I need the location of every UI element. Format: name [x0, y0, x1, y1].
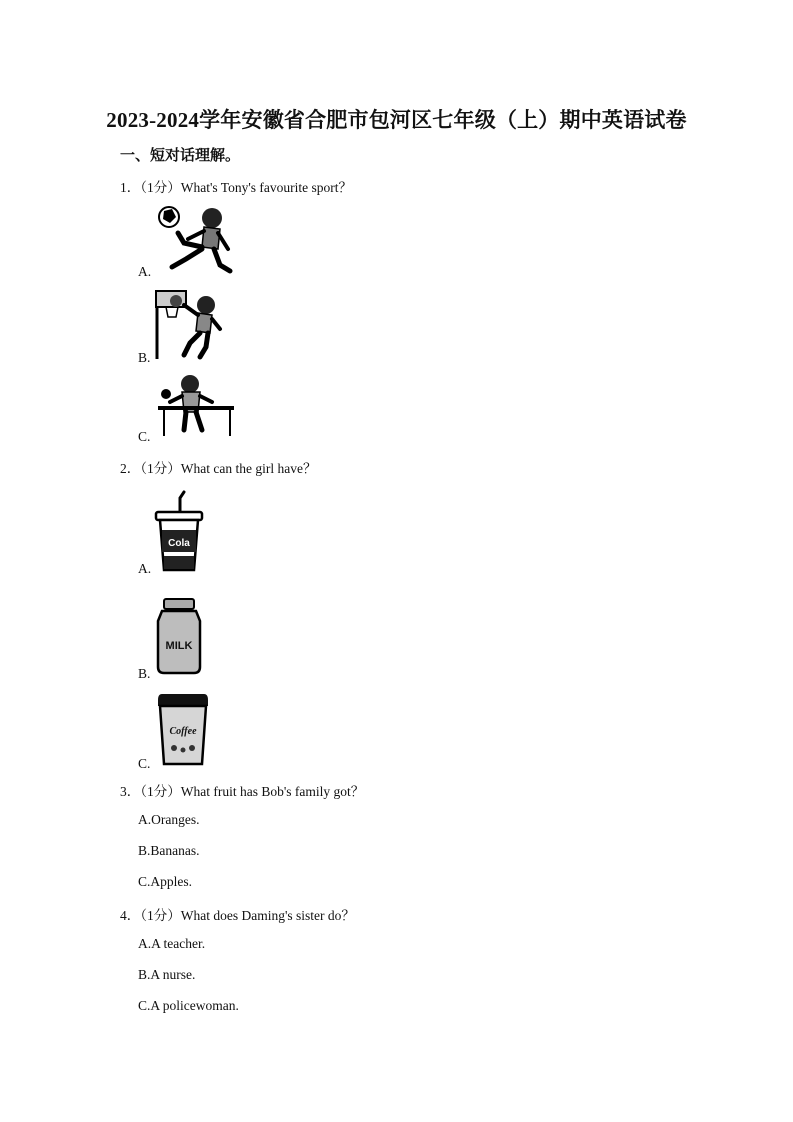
- soccer-player-icon: [152, 203, 234, 275]
- milk-label: MILK: [165, 640, 193, 652]
- q3-option-b: B.Bananas.: [138, 843, 200, 858]
- question-2-stem: 2．（1分）What can the girl have？: [120, 461, 317, 476]
- cola-label: Cola: [168, 538, 190, 549]
- question-3-stem: 3．（1分）What fruit has Bob's family got？: [120, 784, 365, 799]
- question-4-stem: 4．（1分）What does Daming's sister do？: [120, 908, 355, 923]
- q4-option-b: B.A nurse.: [138, 967, 196, 982]
- section-heading: 一、短对话理解。: [120, 148, 241, 164]
- basketball-player-icon: [154, 289, 226, 361]
- q1-option-b: B.: [138, 350, 151, 365]
- coffee-label: Coffee: [169, 726, 197, 737]
- q2-option-a: A.: [138, 561, 152, 576]
- q1-option-a: A.: [138, 264, 152, 279]
- milk-bottle-icon: [156, 597, 202, 675]
- page-title: 2023-2024学年安徽省合肥市包河区七年级（上）期中英语试卷: [106, 108, 687, 132]
- question-1-stem: 1．（1分）What's Tony's favourite sport？: [120, 180, 353, 195]
- q1-option-c: C.: [138, 429, 151, 444]
- q4-option-a: A.A teacher.: [138, 936, 206, 951]
- table-tennis-player-icon: [154, 372, 236, 438]
- q3-option-c: C.Apples.: [138, 874, 192, 889]
- q3-option-a: A.Oranges.: [138, 812, 200, 827]
- q2-option-c: C.: [138, 756, 151, 771]
- q2-option-b: B.: [138, 666, 151, 681]
- coffee-cup-icon: [156, 692, 210, 766]
- q4-option-c: C.A policewoman.: [138, 998, 239, 1013]
- cola-cup-icon: [154, 490, 204, 572]
